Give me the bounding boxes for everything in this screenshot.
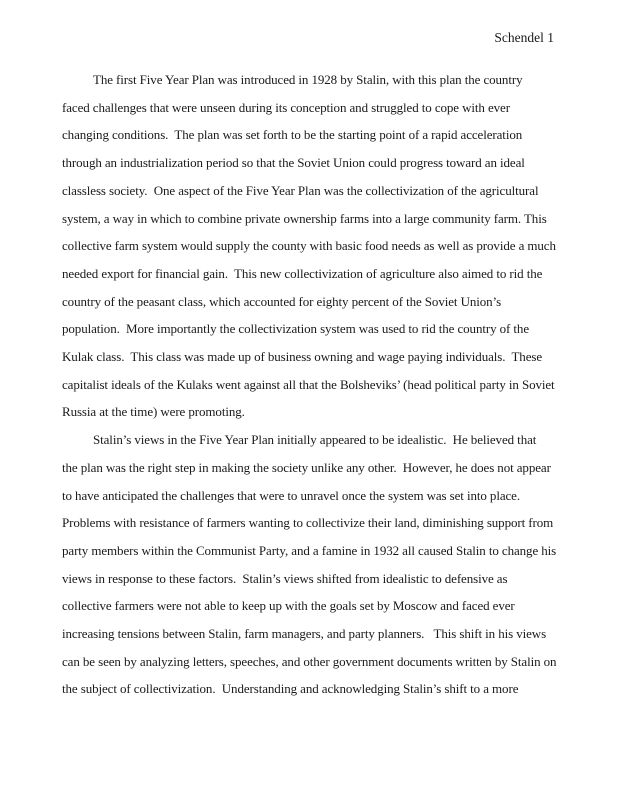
text-line: country of the peasant class, which accounted for eighty percent of the Soviet Union’s [62, 293, 502, 309]
text-line: Stalin’s views in the Five Year Plan initially appeared to be idealistic. He believed that [93, 432, 537, 448]
text-line: changing conditions. The plan was set forth to be the starting point of a rapid acceleration [62, 127, 523, 143]
text-line: system, a way in which to combine private ownership farms into a large community farm. This [62, 210, 547, 226]
document-body [62, 66, 557, 703]
page-number-header: Schendel 1 [494, 30, 554, 45]
text-line: party members within the Communist Party, and a famine in 1932 all caused Stalin to change his [62, 542, 557, 558]
text-line: the plan was the right step in making the society unlike any other. However, he does not appear [62, 459, 551, 475]
text-line: classless society. One aspect of the Five Year Plan was the collectivization of the agricultural [62, 182, 539, 198]
text-line: capitalist ideals of the Kulaks went against all that the Bolsheviks’ (head political party in Soviet [62, 376, 555, 392]
text-line: Russia at the time) were promoting. [62, 404, 245, 420]
text-line: collective farm system would supply the county with basic food needs as well as provide a much [62, 238, 556, 254]
text-line: increasing tensions between Stalin, farm managers, and party planners. This shift in his views [62, 626, 547, 642]
text-line: faced challenges that were unseen during its conception and struggled to cope with ever [62, 99, 510, 115]
paragraph [62, 426, 557, 703]
text-line: The first Five Year Plan was introduced in 1928 by Stalin, with this plan the country [93, 72, 523, 87]
text-line: Problems with resistance of farmers wanting to collectivize their land, diminishing support from [62, 515, 554, 531]
text-line: Kulak class. This class was made up of business owning and wage paying individuals. These [62, 349, 543, 365]
text-line: needed export for financial gain. This new collectivization of agriculture also aimed to rid the [62, 265, 543, 281]
text-line: to have anticipated the challenges that were to unravel once the system was set into place. [62, 487, 521, 503]
text-line: through an industrialization period so that the Soviet Union could progress toward an ideal [62, 155, 525, 171]
text-line: collective farmers were not able to keep up with the goals set by Moscow and faced ever [62, 598, 515, 614]
paragraph [62, 66, 554, 426]
text-line: can be seen by analyzing letters, speeches, and other government documents written by Stalin on [62, 653, 557, 669]
text-line: views in response to these factors. Stalin’s views shifted from idealistic to defensive as [62, 570, 508, 586]
text-line: population. More importantly the collectivization system was used to rid the country of the [62, 321, 530, 337]
text-line: the subject of collectivization. Understanding and acknowledging Stalin’s shift to a more [62, 681, 519, 697]
